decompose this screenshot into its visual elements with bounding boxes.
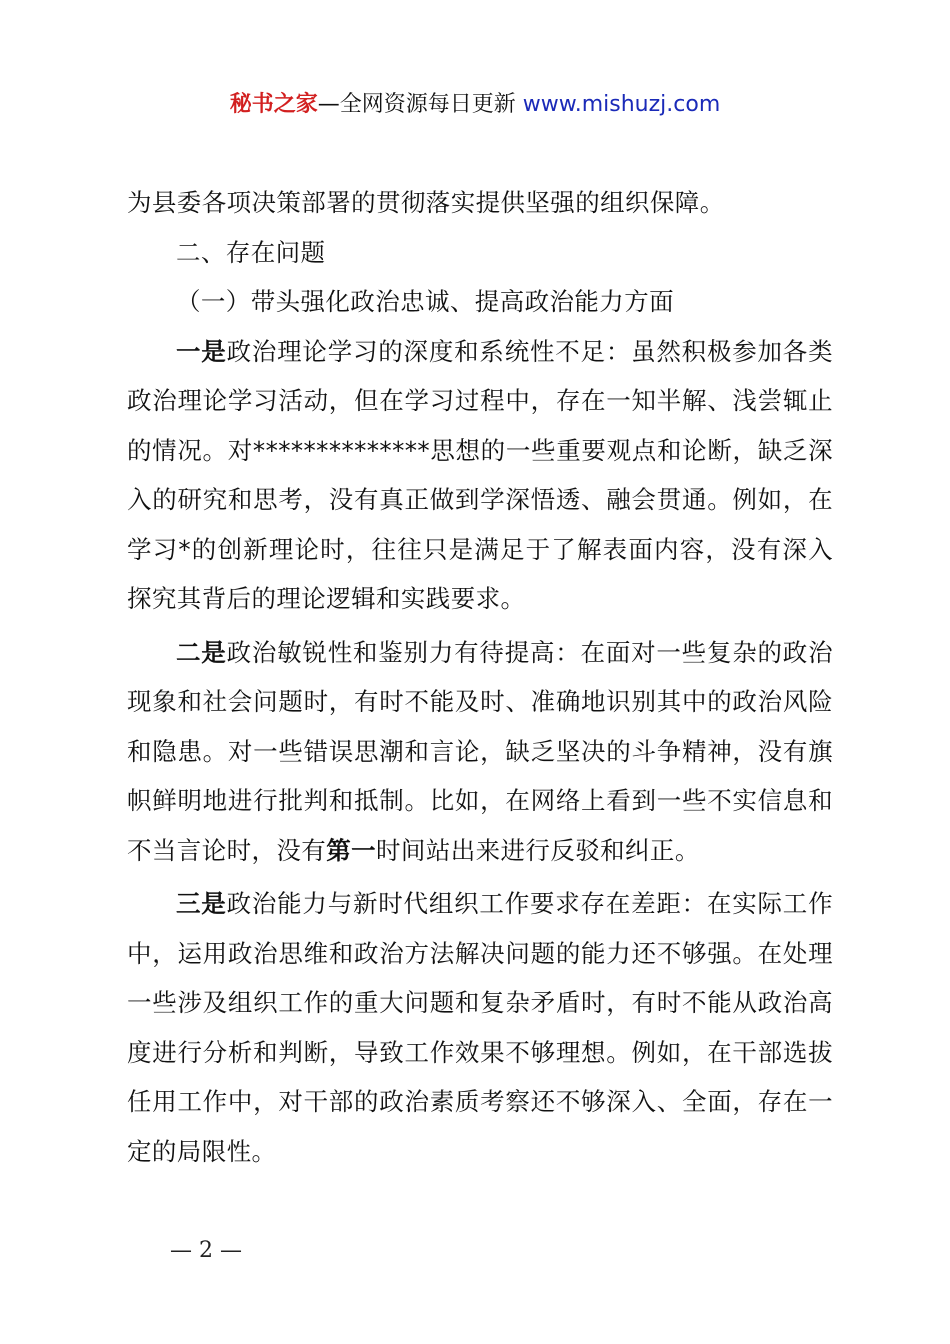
paragraph-1-text: 政治理论学习的深度和系统性不足：虽然积极参加各类政治理论学习活动，但在学习过程中，存在一知半解、浅尝辄止的情况。对**************思想的一些重要观点和论断，缺乏深入的研究和思考，没有真正做到学深悟透、融会贯通。例如，在学习*的创新理论时，往往只是满足于了解表面内容，没有深入探究其背后的理论逻辑和实践要求。 bbox=[127, 336, 833, 613]
header-slogan: —全网资源每日更新 bbox=[317, 92, 516, 117]
paragraph-2-lead: 二是 bbox=[176, 637, 227, 667]
paragraph-3 bbox=[127, 879, 833, 1176]
brand-name: 秘书之家 bbox=[229, 92, 318, 117]
paragraph-1 bbox=[127, 327, 833, 624]
paragraph-1-lead: 一是 bbox=[176, 336, 227, 366]
section-heading: 二、存在问题 bbox=[176, 237, 326, 267]
paragraph-3-text: 政治能力与新时代组织工作要求存在差距：在实际工作中，运用政治思维和政治方法解决问题的能力还不够强。在处理一些涉及组织工作的重大问题和复杂矛盾时，有时不能从政治高度进行分析和判断，导致工作效果不够理想。例如，在干部选拔任用工作中，对干部的政治素质考察还不够深入、全面，存在一定的局限性。 bbox=[127, 889, 833, 1166]
paragraph-2-emphasis: 第一 bbox=[326, 835, 377, 865]
paragraph-2 bbox=[127, 628, 833, 876]
page-header bbox=[0, 88, 950, 122]
paragraph-2-text-after: 时间站出来进行反驳和纠正。 bbox=[376, 835, 700, 865]
continued-line: 为县委各项决策部署的贯彻落实提供坚强的组织保障。 bbox=[127, 188, 725, 217]
paragraph-2-text-before: 政治敏锐性和鉴别力有待提高：在面对一些复杂的政治现象和社会问题时，有时不能及时、准确地识别其中的政治风险和隐患。对一些错误思潮和言论，缺乏坚决的斗争精神，没有旗帜鲜明地进行批判和抵制。比如，在网络上看到一些不实信息和不当言论时，没有 bbox=[127, 637, 833, 865]
paragraph-3-lead: 三是 bbox=[176, 889, 227, 918]
page-number: — 2 — bbox=[170, 1238, 242, 1263]
document-body bbox=[127, 178, 833, 1176]
header-url-link[interactable]: www.mishuzj.com bbox=[522, 92, 721, 117]
subsection-heading: （一）带头强化政治忠诚、提高政治能力方面 bbox=[176, 287, 674, 316]
